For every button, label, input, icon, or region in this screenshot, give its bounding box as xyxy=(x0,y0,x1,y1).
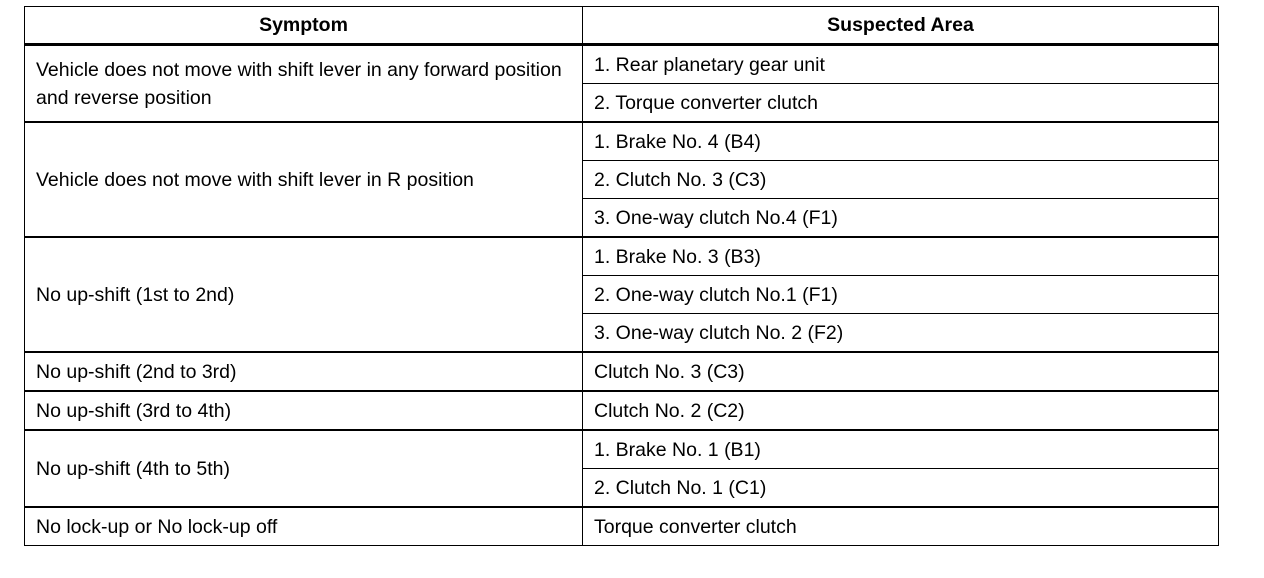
symptom-cell: No up-shift (1st to 2nd) xyxy=(25,237,583,352)
suspected-area-cell: 2. Clutch No. 1 (C1) xyxy=(583,469,1219,508)
suspected-area-cell: 2. Clutch No. 3 (C3) xyxy=(583,161,1219,199)
symptom-cell: No lock-up or No lock-up off xyxy=(25,507,583,546)
header-symptom: Symptom xyxy=(25,7,583,45)
table-row xyxy=(25,45,1219,84)
suspected-area-cell: 2. One-way clutch No.1 (F1) xyxy=(583,276,1219,314)
suspected-area-cell: 1. Rear planetary gear unit xyxy=(583,45,1219,84)
header-row xyxy=(25,7,1219,45)
suspected-area-cell: Torque converter clutch xyxy=(583,507,1219,546)
symptom-cell: Vehicle does not move with shift lever in any forward position and reverse position xyxy=(25,45,583,123)
suspected-area-cell: 3. One-way clutch No.4 (F1) xyxy=(583,199,1219,238)
symptom-cell: No up-shift (3rd to 4th) xyxy=(25,391,583,430)
table-row xyxy=(25,237,1219,276)
suspected-area-cell: 1. Brake No. 1 (B1) xyxy=(583,430,1219,469)
suspected-area-cell: Clutch No. 3 (C3) xyxy=(583,352,1219,391)
header-suspected-area: Suspected Area xyxy=(583,7,1219,45)
table-row xyxy=(25,391,1219,430)
suspected-area-cell: 1. Brake No. 3 (B3) xyxy=(583,237,1219,276)
symptom-table xyxy=(24,6,1219,546)
suspected-area-cell: Clutch No. 2 (C2) xyxy=(583,391,1219,430)
symptom-cell: Vehicle does not move with shift lever in R position xyxy=(25,122,583,237)
symptom-cell: No up-shift (2nd to 3rd) xyxy=(25,352,583,391)
suspected-area-cell: 1. Brake No. 4 (B4) xyxy=(583,122,1219,161)
table-row xyxy=(25,122,1219,161)
table-row xyxy=(25,352,1219,391)
table-row xyxy=(25,430,1219,469)
suspected-area-cell: 3. One-way clutch No. 2 (F2) xyxy=(583,314,1219,353)
table-row xyxy=(25,507,1219,546)
symptom-cell: No up-shift (4th to 5th) xyxy=(25,430,583,507)
suspected-area-cell: 2. Torque converter clutch xyxy=(583,84,1219,123)
